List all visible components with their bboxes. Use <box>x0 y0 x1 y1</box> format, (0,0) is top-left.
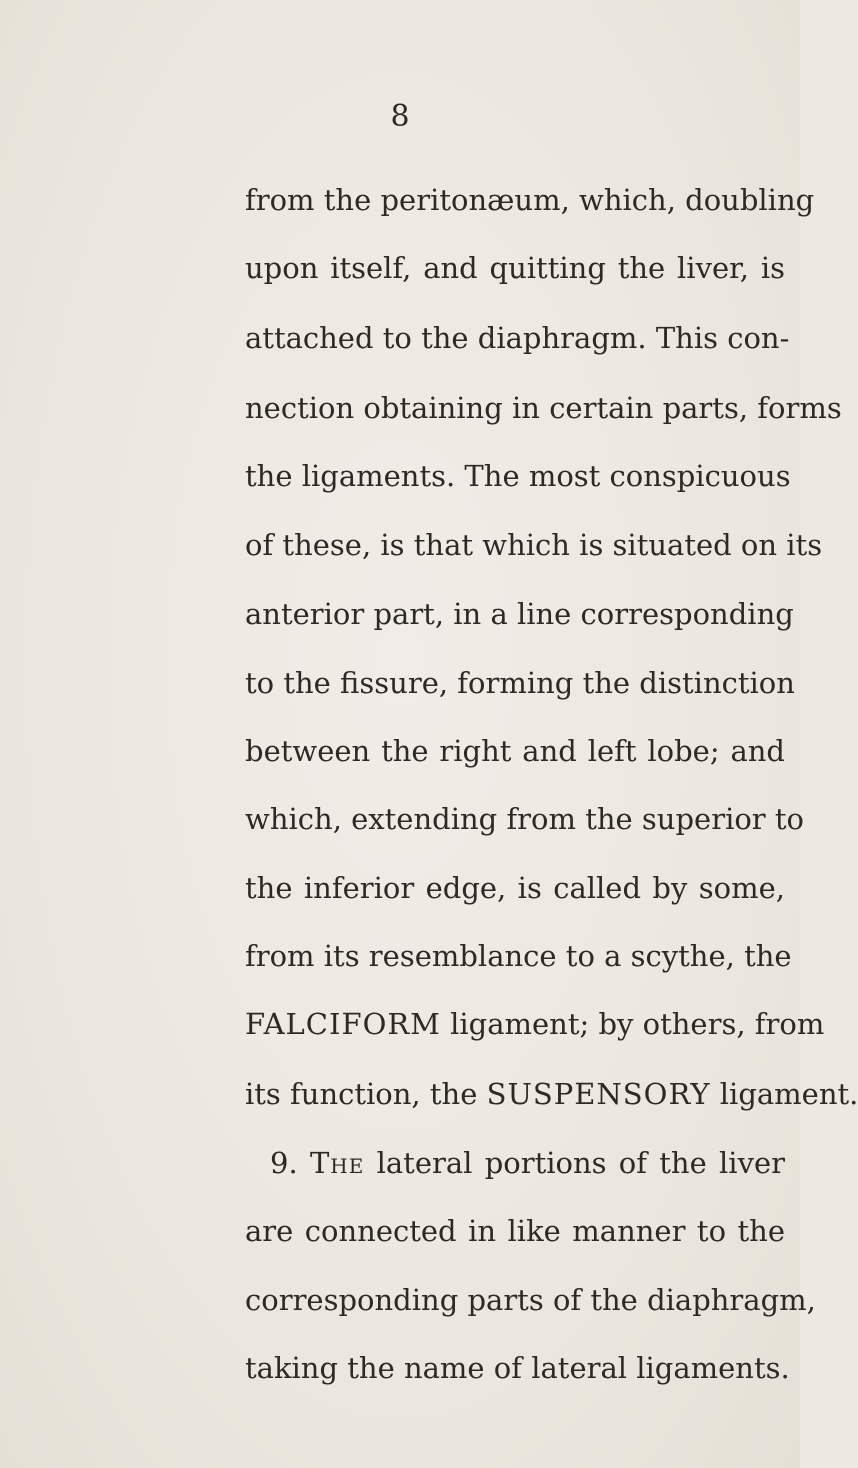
suspensory-term: SUSPENSORY <box>486 1077 711 1111</box>
text-line-1: from the peritonæum, which, doubling <box>245 183 815 217</box>
text-line-14 <box>245 1076 858 1112</box>
page-number: 8 <box>390 99 410 134</box>
text-line-10: which, extending from the superior to <box>245 802 805 836</box>
text-line-14-rest: ligament. <box>710 1077 858 1111</box>
falciform-term: FALCIFORM <box>245 1007 441 1041</box>
text-line-13-rest: ligament; by others, from <box>440 1007 825 1041</box>
text-line-8: to the fissure, forming the distinction <box>245 666 795 700</box>
text-line-7: anterior part, in a line corresponding <box>245 597 794 631</box>
text-line-11: the inferior edge, is called by some, <box>245 871 785 905</box>
text-line-12: from its resemblance to a scythe, the <box>245 939 792 973</box>
text-line-9: between the right and left lobe; and <box>245 734 785 768</box>
text-line-3: attached to the diaphragm. This con- <box>245 321 790 355</box>
text-line-14-start: its function, the <box>245 1077 487 1111</box>
text-line-2: upon itself, and quitting the liver, is <box>245 251 785 285</box>
text-line-6: of these, is that which is situated on its <box>245 528 823 562</box>
text-line-15 <box>270 1145 785 1181</box>
text-line-18: taking the name of lateral ligaments. <box>245 1351 790 1385</box>
text-line-5: the ligaments. The most conspicuous <box>245 459 791 493</box>
text-line-16: are connected in like manner to the <box>245 1214 785 1248</box>
text-line-4: nection obtaining in certain parts, forms <box>245 391 842 425</box>
paragraph-lead-word: The <box>309 1146 365 1180</box>
paragraph-number: 9. <box>270 1146 310 1180</box>
text-line-17: corresponding parts of the diaphragm, <box>245 1283 816 1317</box>
text-line-15-rest: lateral portions of the liver <box>364 1146 785 1180</box>
text-line-13 <box>245 1006 825 1042</box>
